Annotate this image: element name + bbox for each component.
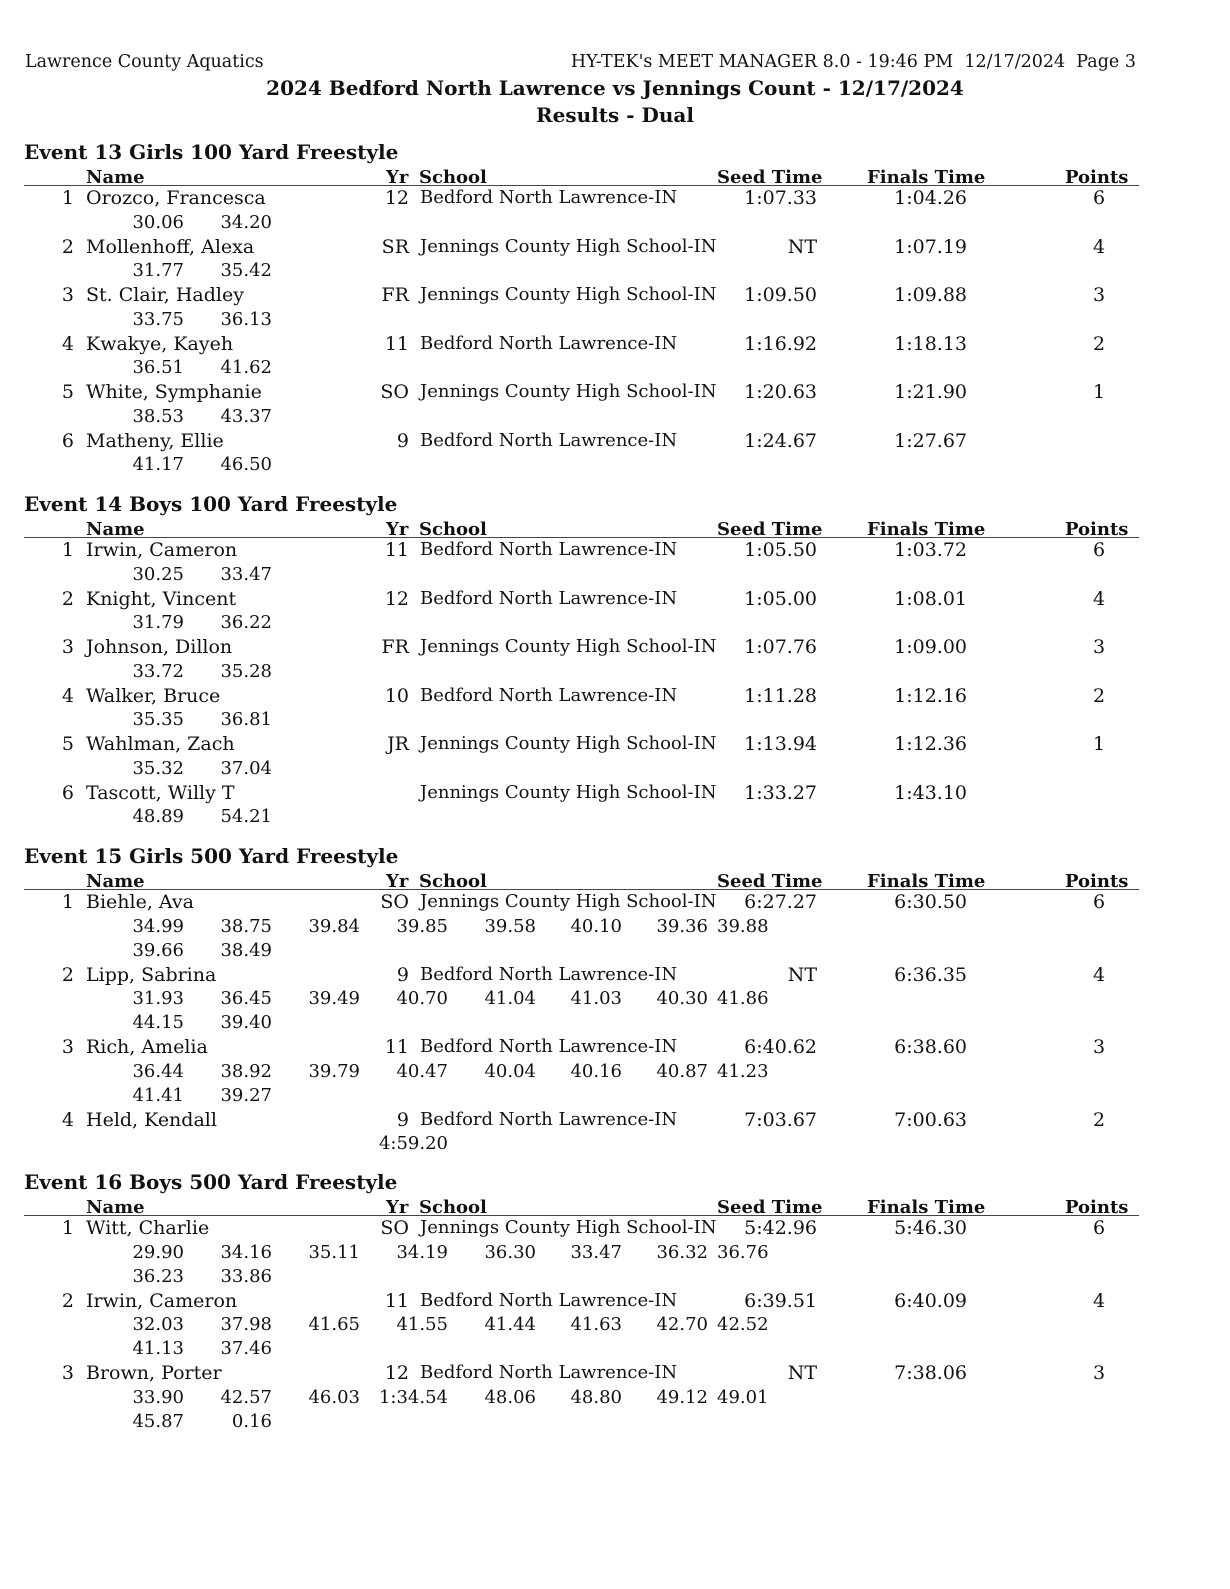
- points: 4: [1092, 1289, 1106, 1312]
- place: 2: [61, 1289, 74, 1312]
- school-name: Bedford North Lawrence-IN: [420, 1036, 678, 1057]
- split-time: 39.88: [717, 915, 769, 937]
- splits-row: [24, 1386, 1139, 1410]
- splits-row: [24, 563, 1139, 587]
- split-time: 40.04: [484, 1060, 536, 1082]
- seed-time: 1:11.28: [744, 684, 817, 707]
- points: 2: [1092, 1108, 1106, 1131]
- year: 12: [384, 1362, 409, 1384]
- seed-time: NT: [787, 235, 817, 258]
- school-name: Bedford North Lawrence-IN: [420, 1362, 678, 1383]
- finals-time: 1:12.16: [894, 684, 967, 707]
- year: 10: [384, 684, 409, 707]
- event-section: [24, 140, 1139, 477]
- points: 6: [1092, 539, 1106, 561]
- finals-time: 1:18.13: [894, 332, 967, 355]
- points: 2: [1092, 684, 1106, 707]
- split-time: 0.16: [231, 1410, 272, 1432]
- school-name: Bedford North Lawrence-IN: [420, 587, 678, 609]
- split-time: 33.72: [132, 660, 184, 682]
- finals-time: 7:00.63: [894, 1108, 967, 1131]
- column-header-name: Name: [86, 519, 145, 540]
- finals-time: 1:43.10: [894, 781, 967, 804]
- seed-time: 1:05.00: [744, 587, 817, 610]
- result-row: [24, 380, 1139, 405]
- school-name: Bedford North Lawrence-IN: [420, 429, 678, 451]
- swimmer-name: Kwakye, Kayeh: [86, 332, 234, 355]
- swimmer-name: Wahlman, Zach: [86, 733, 235, 755]
- result-row: [24, 1035, 1139, 1060]
- seed-time: 1:13.94: [744, 733, 817, 755]
- finals-time: 1:07.19: [894, 235, 967, 258]
- points: 3: [1092, 284, 1106, 306]
- year: 9: [396, 429, 409, 452]
- split-time: 41.17: [132, 454, 184, 475]
- result-row: [24, 684, 1139, 709]
- school-name: Bedford North Lawrence-IN: [420, 1108, 678, 1130]
- split-time: 41.04: [484, 988, 536, 1009]
- split-time: 36.81: [220, 709, 272, 730]
- splits-row: [24, 1265, 1139, 1289]
- split-time: 30.06: [132, 211, 184, 233]
- finals-time: 1:27.67: [894, 429, 967, 452]
- event-title: Event 16 Boys 500 Yard Freestyle: [24, 1170, 398, 1194]
- place: 3: [61, 1362, 74, 1384]
- column-header-finals: Finals Time: [867, 167, 986, 188]
- place: 4: [61, 332, 74, 355]
- splits-row: [24, 1241, 1139, 1265]
- split-time: 40.16: [570, 1060, 622, 1082]
- points: 1: [1092, 381, 1106, 403]
- result-row: [24, 429, 1139, 454]
- seed-time: 1:07.76: [744, 636, 817, 658]
- event-section: [24, 1170, 1139, 1434]
- split-time: 34.20: [220, 211, 272, 233]
- points: 6: [1092, 187, 1106, 209]
- year: FR: [381, 284, 409, 306]
- split-time: 34.16: [220, 1241, 272, 1263]
- result-row: [24, 781, 1139, 806]
- finals-time: 1:12.36: [894, 733, 967, 755]
- column-header-points: Points: [1065, 519, 1129, 540]
- splits-row: [24, 1337, 1139, 1361]
- split-time: 30.25: [132, 563, 184, 585]
- split-time: 41.62: [220, 357, 272, 378]
- finals-time: 1:08.01: [894, 587, 967, 610]
- finals-time: 6:38.60: [894, 1036, 967, 1058]
- split-time: 40.87: [656, 1060, 708, 1082]
- split-time: 38.92: [220, 1060, 272, 1082]
- result-row: [24, 1361, 1139, 1386]
- year: 11: [384, 539, 409, 561]
- split-time: 41.23: [717, 1060, 769, 1082]
- split-time: 34.99: [132, 915, 184, 937]
- column-header-finals: Finals Time: [867, 519, 986, 540]
- split-time: 31.79: [132, 612, 184, 633]
- result-row: [24, 963, 1139, 988]
- year: SO: [380, 1217, 409, 1239]
- school-name: Jennings County High School-IN: [420, 636, 717, 657]
- split-time: 40.10: [570, 915, 622, 937]
- split-time: 35.35: [132, 709, 184, 730]
- split-time: 36.51: [132, 357, 184, 378]
- school-name: Jennings County High School-IN: [420, 733, 717, 754]
- split-time: 1:34.54: [378, 1386, 448, 1408]
- column-header-row: [24, 868, 1139, 890]
- seed-time: 1:07.33: [744, 187, 817, 209]
- finals-time: 7:38.06: [894, 1362, 967, 1384]
- place: 6: [61, 429, 74, 452]
- seed-time: 1:33.27: [744, 781, 817, 804]
- result-row: [24, 890, 1139, 915]
- seed-time: 1:20.63: [744, 381, 817, 403]
- split-time: 33.75: [132, 308, 184, 330]
- place: 1: [61, 187, 74, 209]
- splits-row: [24, 660, 1139, 684]
- split-time: 41.86: [717, 988, 769, 1009]
- split-time: 41.65: [308, 1314, 360, 1335]
- seed-time: 6:39.51: [744, 1289, 817, 1312]
- swimmer-name: St. Clair, Hadley: [86, 284, 244, 306]
- school-name: Bedford North Lawrence-IN: [420, 963, 678, 985]
- column-header-finals: Finals Time: [867, 1197, 986, 1218]
- split-time: 34.19: [396, 1241, 448, 1263]
- year: JR: [387, 733, 409, 755]
- split-time: 36.76: [717, 1241, 769, 1263]
- column-header-name: Name: [86, 1197, 145, 1218]
- split-time: 32.03: [132, 1314, 184, 1335]
- school-name: Jennings County High School-IN: [420, 235, 717, 257]
- points: 1: [1092, 733, 1106, 755]
- column-header-school: School: [419, 167, 487, 188]
- split-time: 35.32: [132, 757, 184, 779]
- meet-title: 2024 Bedford North Lawrence vs Jennings Count - 12/17/2024: [266, 76, 964, 100]
- result-row: [24, 332, 1139, 357]
- event-title: Event 15 Girls 500 Yard Freestyle: [24, 844, 399, 868]
- points: 4: [1092, 587, 1106, 610]
- splits-row: [24, 356, 1139, 380]
- place: 3: [61, 1036, 74, 1058]
- swimmer-name: Biehle, Ava: [86, 891, 194, 913]
- event-title: Event 13 Girls 100 Yard Freestyle: [24, 140, 399, 164]
- points: 3: [1092, 1036, 1106, 1058]
- split-time: 38.49: [220, 939, 272, 961]
- swimmer-name: Mollenhoff, Alexa: [86, 235, 255, 258]
- split-time: 49.12: [656, 1386, 708, 1408]
- place: 4: [61, 684, 74, 707]
- split-time: 41.55: [396, 1314, 448, 1335]
- split-time: 29.90: [132, 1241, 184, 1263]
- column-header-seed: Seed Time: [717, 871, 823, 892]
- school-name: Jennings County High School-IN: [420, 381, 717, 402]
- seed-time: 7:03.67: [744, 1108, 817, 1131]
- column-header-row: [24, 164, 1139, 186]
- column-header-points: Points: [1065, 1197, 1129, 1218]
- split-time: 36.45: [220, 988, 272, 1009]
- year: SO: [380, 381, 409, 403]
- swimmer-name: Knight, Vincent: [86, 587, 237, 610]
- seed-time: 6:40.62: [744, 1036, 817, 1058]
- points: 3: [1092, 1362, 1106, 1384]
- split-time: 37.46: [220, 1338, 272, 1359]
- school-name: Jennings County High School-IN: [420, 891, 717, 912]
- finals-time: 1:09.88: [894, 284, 967, 306]
- split-time: 36.32: [656, 1241, 708, 1263]
- split-time: 46.03: [308, 1386, 360, 1408]
- swimmer-name: Orozco, Francesca: [86, 187, 266, 209]
- swimmer-name: Irwin, Cameron: [86, 539, 238, 561]
- swimmer-name: Irwin, Cameron: [86, 1289, 238, 1312]
- splits-row: [24, 1313, 1139, 1337]
- column-header-school: School: [419, 519, 487, 540]
- split-time: 49.01: [717, 1386, 769, 1408]
- splits-row: [24, 611, 1139, 635]
- year: FR: [381, 636, 409, 658]
- column-header-points: Points: [1065, 167, 1129, 188]
- finals-time: 1:04.26: [894, 187, 967, 209]
- column-header-name: Name: [86, 871, 145, 892]
- year: SO: [380, 891, 409, 913]
- finals-time: 6:36.35: [894, 963, 967, 986]
- split-time: 42.57: [220, 1386, 272, 1408]
- result-row: [24, 1108, 1139, 1133]
- school-name: Bedford North Lawrence-IN: [420, 1289, 678, 1311]
- splits-row: [24, 708, 1139, 732]
- place: 3: [61, 636, 74, 658]
- split-time: 40.47: [396, 1060, 448, 1082]
- result-row: [24, 538, 1139, 563]
- split-time: 45.87: [132, 1410, 184, 1432]
- place: 2: [61, 963, 74, 986]
- split-time: 36.30: [484, 1241, 536, 1263]
- results-subtitle: Results - Dual: [536, 103, 694, 127]
- split-time: 35.42: [220, 260, 272, 281]
- seed-time: 5:42.96: [744, 1217, 817, 1239]
- split-time: 54.21: [220, 806, 272, 827]
- swimmer-name: White, Symphanie: [86, 381, 262, 403]
- event-section: [24, 492, 1139, 829]
- split-time: 46.50: [220, 454, 272, 475]
- splits-row: [24, 453, 1139, 477]
- split-time: 41.41: [132, 1084, 184, 1106]
- seed-time: 1:05.50: [744, 539, 817, 561]
- splits-row: [24, 1011, 1139, 1035]
- finals-time: 1:03.72: [894, 539, 967, 561]
- split-time: 35.11: [308, 1241, 360, 1263]
- split-time: 31.77: [132, 260, 184, 281]
- split-time: 33.86: [220, 1265, 272, 1287]
- swimmer-name: Rich, Amelia: [86, 1036, 208, 1058]
- split-time: 33.47: [570, 1241, 622, 1263]
- result-row: [24, 1216, 1139, 1241]
- split-time: 39.49: [308, 988, 360, 1009]
- finals-time: 1:09.00: [894, 636, 967, 658]
- splits-row: [24, 939, 1139, 963]
- year: SR: [381, 235, 409, 258]
- finals-time: 6:40.09: [894, 1289, 967, 1312]
- year: 12: [384, 187, 409, 209]
- result-row: [24, 235, 1139, 260]
- software-page-info: HY-TEK's MEET MANAGER 8.0 - 19:46 PM 12/17/2024 Page 3: [570, 52, 1136, 72]
- column-header-yr: Yr: [386, 519, 409, 540]
- points: 3: [1092, 636, 1106, 658]
- place: 1: [61, 539, 74, 561]
- swimmer-name: Held, Kendall: [86, 1108, 217, 1131]
- year: 11: [384, 1289, 409, 1312]
- column-header-yr: Yr: [386, 871, 409, 892]
- seed-time: 1:16.92: [744, 332, 817, 355]
- points: 4: [1092, 235, 1106, 258]
- swimmer-name: Witt, Charlie: [86, 1217, 210, 1239]
- event-title: Event 14 Boys 100 Yard Freestyle: [24, 492, 398, 516]
- place: 1: [61, 1217, 74, 1239]
- column-header-points: Points: [1065, 871, 1129, 892]
- seed-time: 1:24.67: [744, 429, 817, 452]
- split-time: 43.37: [220, 405, 272, 427]
- split-time: 36.23: [132, 1265, 184, 1287]
- points: 6: [1092, 891, 1106, 913]
- year: 12: [384, 587, 409, 610]
- finals-time: 6:30.50: [894, 891, 967, 913]
- result-row: [24, 186, 1139, 211]
- split-time: 40.30: [656, 988, 708, 1009]
- split-time: 36.22: [220, 612, 272, 633]
- split-time: 40.70: [396, 988, 448, 1009]
- result-row: [24, 283, 1139, 308]
- column-header-row: [24, 516, 1139, 538]
- place: 5: [61, 733, 74, 755]
- place: 6: [61, 781, 74, 804]
- place: 3: [61, 284, 74, 306]
- school-name: Bedford North Lawrence-IN: [420, 539, 678, 560]
- column-header-yr: Yr: [386, 167, 409, 188]
- split-time: 48.89: [132, 806, 184, 827]
- swimmer-name: Matheny, Ellie: [86, 429, 224, 452]
- column-header-school: School: [419, 871, 487, 892]
- swimmer-name: Johnson, Dillon: [86, 636, 233, 658]
- split-time: 31.93: [132, 988, 184, 1009]
- split-time: 39.36: [656, 915, 708, 937]
- splits-row: [24, 405, 1139, 429]
- result-row: [24, 732, 1139, 757]
- splits-row: [24, 1132, 1139, 1156]
- split-time: 35.28: [220, 660, 272, 682]
- split-time: 39.40: [220, 1012, 272, 1033]
- school-name: Bedford North Lawrence-IN: [420, 332, 678, 354]
- school-name: Jennings County High School-IN: [420, 1217, 717, 1238]
- result-row: [24, 635, 1139, 660]
- split-time: 41.63: [570, 1314, 622, 1335]
- column-header-seed: Seed Time: [717, 519, 823, 540]
- split-time: 48.80: [570, 1386, 622, 1408]
- split-time: 44.15: [132, 1012, 184, 1033]
- school-name: Bedford North Lawrence-IN: [420, 684, 678, 706]
- place: 1: [61, 891, 74, 913]
- place: 2: [61, 587, 74, 610]
- school-name: Bedford North Lawrence-IN: [420, 187, 678, 208]
- finals-time: 1:21.90: [894, 381, 967, 403]
- splits-row: [24, 757, 1139, 781]
- split-time: 33.47: [220, 563, 272, 585]
- seed-time: 6:27.27: [744, 891, 817, 913]
- column-header-seed: Seed Time: [717, 1197, 823, 1218]
- points: 4: [1092, 963, 1106, 986]
- splits-row: [24, 1060, 1139, 1084]
- result-row: [24, 1289, 1139, 1314]
- swimmer-name: Brown, Porter: [86, 1362, 222, 1384]
- year: 9: [396, 963, 409, 986]
- place: 2: [61, 235, 74, 258]
- split-time: 4:59.20: [378, 1133, 448, 1154]
- column-header-row: [24, 1194, 1139, 1216]
- column-header-finals: Finals Time: [867, 871, 986, 892]
- place: 4: [61, 1108, 74, 1131]
- splits-row: [24, 308, 1139, 332]
- splits-row: [24, 805, 1139, 829]
- split-time: 39.66: [132, 939, 184, 961]
- place: 5: [61, 381, 74, 403]
- organization-name: Lawrence County Aquatics: [25, 52, 264, 72]
- split-time: 37.04: [220, 757, 272, 779]
- swimmer-name: Tascott, Willy T: [86, 781, 235, 804]
- split-time: 42.70: [656, 1314, 708, 1335]
- column-header-yr: Yr: [386, 1197, 409, 1218]
- splits-row: [24, 211, 1139, 235]
- splits-row: [24, 1084, 1139, 1108]
- splits-row: [24, 915, 1139, 939]
- split-time: 48.06: [484, 1386, 536, 1408]
- splits-row: [24, 259, 1139, 283]
- year: 11: [384, 332, 409, 355]
- seed-time: 1:09.50: [744, 284, 817, 306]
- points: 6: [1092, 1217, 1106, 1239]
- split-time: 39.58: [484, 915, 536, 937]
- split-time: 37.98: [220, 1314, 272, 1335]
- swimmer-name: Walker, Bruce: [86, 684, 221, 707]
- split-time: 39.84: [308, 915, 360, 937]
- points: 2: [1092, 332, 1106, 355]
- split-time: 38.75: [220, 915, 272, 937]
- split-time: 39.79: [308, 1060, 360, 1082]
- splits-row: [24, 987, 1139, 1011]
- finals-time: 5:46.30: [894, 1217, 967, 1239]
- column-header-seed: Seed Time: [717, 167, 823, 188]
- column-header-school: School: [419, 1197, 487, 1218]
- year: 11: [384, 1036, 409, 1058]
- split-time: 42.52: [717, 1314, 769, 1335]
- split-time: 39.27: [220, 1084, 272, 1106]
- column-header-name: Name: [86, 167, 145, 188]
- school-name: Jennings County High School-IN: [420, 781, 717, 803]
- split-time: 36.44: [132, 1060, 184, 1082]
- split-time: 36.13: [220, 308, 272, 330]
- school-name: Jennings County High School-IN: [420, 284, 717, 305]
- split-time: 41.03: [570, 988, 622, 1009]
- split-time: 33.90: [132, 1386, 184, 1408]
- swimmer-name: Lipp, Sabrina: [86, 963, 217, 986]
- split-time: 39.85: [396, 915, 448, 937]
- split-time: 38.53: [132, 405, 184, 427]
- seed-time: NT: [787, 1362, 817, 1384]
- splits-row: [24, 1410, 1139, 1434]
- split-time: 41.13: [132, 1338, 184, 1359]
- year: 9: [396, 1108, 409, 1131]
- seed-time: NT: [787, 963, 817, 986]
- split-time: 41.44: [484, 1314, 536, 1335]
- result-row: [24, 587, 1139, 612]
- event-section: [24, 844, 1139, 1156]
